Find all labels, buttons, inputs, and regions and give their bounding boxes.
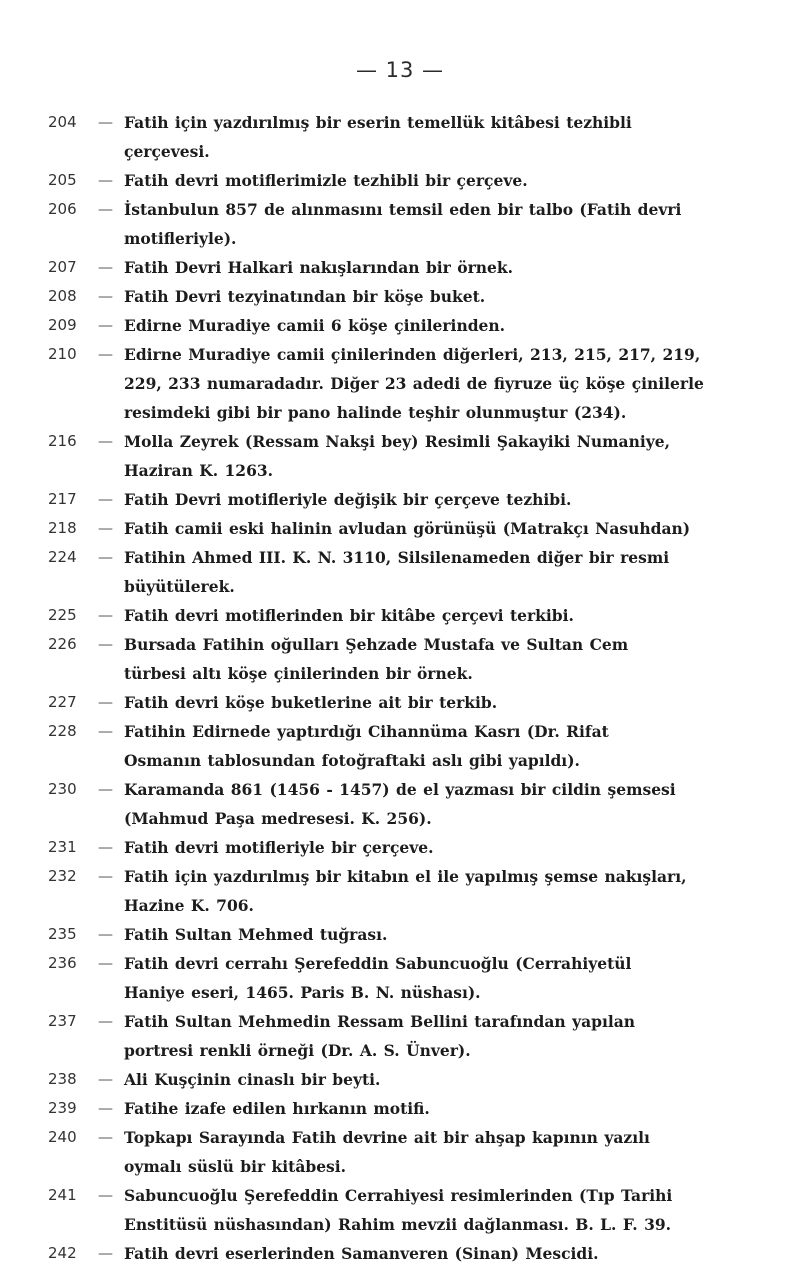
figure-number: 238	[48, 1070, 77, 1088]
figure-number: 236	[48, 954, 77, 972]
separator-dash: —	[98, 838, 113, 856]
caption-text	[124, 862, 770, 920]
caption-line: Bursada Fatihin oğulları Şehzade Mustafa ve Sultan Cem	[124, 635, 629, 654]
separator-dash: —	[98, 1244, 113, 1262]
separator-dash: —	[98, 345, 113, 363]
separator-dash: —	[98, 1099, 113, 1117]
caption-line: Fatih devri eserlerinden Samanveren (Sinan) Mescidi.	[124, 1244, 599, 1263]
caption-entry	[48, 166, 770, 195]
separator-dash: —	[98, 693, 113, 711]
caption-entry	[48, 1007, 770, 1065]
caption-text	[124, 717, 770, 775]
caption-text	[124, 601, 770, 630]
caption-entry	[48, 949, 770, 1007]
caption-text	[124, 1181, 770, 1239]
caption-text	[124, 949, 770, 1007]
figure-number: 237	[48, 1012, 77, 1030]
caption-line: Fatihin Ahmed III. K. N. 3110, Silsilenameden diğer bir resmi	[124, 548, 670, 567]
page-number: — 13 —	[355, 58, 445, 82]
caption-entry	[48, 601, 770, 630]
caption-text	[124, 311, 770, 340]
caption-entry	[48, 485, 770, 514]
caption-line: çerçevesi.	[124, 142, 210, 161]
caption-line: Hazine K. 706.	[124, 896, 254, 915]
caption-line: (Mahmud Paşa medresesi. K. 256).	[124, 809, 432, 828]
caption-text	[124, 514, 770, 543]
caption-text	[124, 485, 770, 514]
separator-dash: —	[98, 519, 113, 537]
separator-dash: —	[98, 432, 113, 450]
caption-entry	[48, 833, 770, 862]
caption-entry	[48, 630, 770, 688]
caption-line: Fatih Devri tezyinatından bir köşe buket.	[124, 287, 486, 306]
caption-entry	[48, 340, 770, 427]
figure-number: 232	[48, 867, 77, 885]
caption-entry	[48, 195, 770, 253]
caption-line: Fatih devri motiflerimizle tezhibli bir çerçeve.	[124, 171, 528, 190]
caption-line: Ali Kuşçinin cinaslı bir beyti.	[124, 1070, 381, 1089]
caption-entry	[48, 253, 770, 282]
figure-number: 210	[48, 345, 77, 363]
caption-entry	[48, 1123, 770, 1181]
separator-dash: —	[98, 490, 113, 508]
caption-text	[124, 630, 770, 688]
separator-dash: —	[98, 925, 113, 943]
caption-line: Fatih için yazdırılmış bir kitabın el ile yapılmış şemse nakışları,	[124, 867, 687, 886]
separator-dash: —	[98, 548, 113, 566]
figure-number: 207	[48, 258, 77, 276]
caption-text	[124, 543, 770, 601]
figure-number: 209	[48, 316, 77, 334]
caption-entry	[48, 688, 770, 717]
separator-dash: —	[98, 1128, 113, 1146]
separator-dash: —	[98, 780, 113, 798]
figure-number: 230	[48, 780, 77, 798]
figure-number: 227	[48, 693, 77, 711]
caption-line: Topkapı Sarayında Fatih devrine ait bir ahşap kapının yazılı	[124, 1128, 650, 1147]
caption-text	[124, 282, 770, 311]
caption-line: Fatih Devri motifleriyle değişik bir çerçeve tezhibi.	[124, 490, 572, 509]
caption-entry	[48, 1181, 770, 1239]
caption-text	[124, 833, 770, 862]
caption-line: Edirne Muradiye camii çinilerinden diğerleri, 213, 215, 217, 219,	[124, 345, 701, 364]
separator-dash: —	[98, 258, 113, 276]
caption-text	[124, 253, 770, 282]
caption-line: Fatih devri cerrahı Şerefeddin Sabuncuoğlu (Cerrahiyetül	[124, 954, 632, 973]
caption-line: Haziran K. 1263.	[124, 461, 274, 480]
separator-dash: —	[98, 200, 113, 218]
caption-entry	[48, 1239, 770, 1268]
caption-entry	[48, 1094, 770, 1123]
caption-line: Fatihe izafe edilen hırkanın motifi.	[124, 1099, 430, 1118]
caption-text	[124, 920, 770, 949]
caption-entry	[48, 514, 770, 543]
caption-entry	[48, 717, 770, 775]
figure-number: 217	[48, 490, 77, 508]
separator-dash: —	[98, 316, 113, 334]
caption-text	[124, 108, 770, 166]
separator-dash: —	[98, 1186, 113, 1204]
caption-entry	[48, 920, 770, 949]
caption-line: portresi renkli örneği (Dr. A. S. Ünver).	[124, 1041, 471, 1060]
figure-number: 208	[48, 287, 77, 305]
caption-entry	[48, 311, 770, 340]
figure-number: 241	[48, 1186, 77, 1204]
caption-text	[124, 1007, 770, 1065]
separator-dash: —	[98, 171, 113, 189]
caption-line: Osmanın tablosundan fotoğraftaki aslı gibi yapıldı).	[124, 751, 580, 770]
caption-line: Haniye eseri, 1465. Paris B. N. nüshası).	[124, 983, 481, 1002]
caption-line: motifleriyle).	[124, 229, 237, 248]
figure-number: 205	[48, 171, 77, 189]
caption-entry	[48, 427, 770, 485]
caption-line: Fatih devri köşe buketlerine ait bir terkib.	[124, 693, 498, 712]
separator-dash: —	[98, 722, 113, 740]
caption-line: Fatih için yazdırılmış bir eserin temellük kitâbesi tezhibli	[124, 113, 632, 132]
figure-number: 226	[48, 635, 77, 653]
caption-text	[124, 688, 770, 717]
caption-line: Fatih camii eski halinin avludan görünüşü (Matrakçı Nasuhdan)	[124, 519, 691, 538]
caption-text	[124, 340, 770, 427]
caption-text	[124, 166, 770, 195]
caption-line: Molla Zeyrek (Ressam Nakşi bey) Resimli Şakayiki Numaniye,	[124, 432, 670, 451]
caption-line: Fatihin Edirnede yaptırdığı Cihannüma Kasrı (Dr. Rifat	[124, 722, 609, 741]
caption-line: 229, 233 numaradadır. Diğer 23 adedi de fiyruze üç köşe çinilerle	[124, 374, 704, 393]
caption-line: Fatih Sultan Mehmed tuğrası.	[124, 925, 388, 944]
separator-dash: —	[98, 867, 113, 885]
caption-entry	[48, 775, 770, 833]
separator-dash: —	[98, 1070, 113, 1088]
caption-text	[124, 1065, 770, 1094]
caption-line: türbesi altı köşe çinilerinden bir örnek.	[124, 664, 473, 683]
caption-entry	[48, 282, 770, 311]
caption-line: Enstitüsü nüshasından) Rahim mevzii dağlanması. B. L. F. 39.	[124, 1215, 672, 1234]
caption-text	[124, 427, 770, 485]
separator-dash: —	[98, 635, 113, 653]
figure-number: 224	[48, 548, 77, 566]
figure-number: 235	[48, 925, 77, 943]
caption-line: Edirne Muradiye camii 6 köşe çinilerinden.	[124, 316, 506, 335]
caption-entry	[48, 1065, 770, 1094]
figure-number: 240	[48, 1128, 77, 1146]
separator-dash: —	[98, 954, 113, 972]
caption-line: Fatih devri motiflerinden bir kitâbe çerçevi terkibi.	[124, 606, 574, 625]
separator-dash: —	[98, 606, 113, 624]
caption-line: Fatih Sultan Mehmedin Ressam Bellini tarafından yapılan	[124, 1012, 636, 1031]
caption-entry	[48, 543, 770, 601]
caption-list	[48, 108, 770, 1268]
figure-number: 204	[48, 113, 77, 131]
caption-text	[124, 775, 770, 833]
figure-number: 206	[48, 200, 77, 218]
figure-number: 228	[48, 722, 77, 740]
caption-text	[124, 1094, 770, 1123]
caption-line: büyütülerek.	[124, 577, 235, 596]
figure-number: 225	[48, 606, 77, 624]
caption-text	[124, 1239, 770, 1268]
figure-number: 242	[48, 1244, 77, 1262]
caption-line: Karamanda 861 (1456 - 1457) de el yazması bir cildin şemsesi	[124, 780, 676, 799]
caption-entry	[48, 862, 770, 920]
caption-entry	[48, 108, 770, 166]
figure-number: 231	[48, 838, 77, 856]
caption-line: İstanbulun 857 de alınmasını temsil eden bir talbo (Fatih devri	[124, 200, 682, 219]
separator-dash: —	[98, 287, 113, 305]
caption-line: Sabuncuoğlu Şerefeddin Cerrahiyesi resimlerinden (Tıp Tarihi	[124, 1186, 673, 1205]
caption-line: oymalı süslü bir kitâbesi.	[124, 1157, 347, 1176]
caption-line: Fatih Devri Halkari nakışlarından bir örnek.	[124, 258, 514, 277]
figure-number: 239	[48, 1099, 77, 1117]
caption-line: resimdeki gibi bir pano halinde teşhir olunmuştur (234).	[124, 403, 627, 422]
figure-number: 218	[48, 519, 77, 537]
separator-dash: —	[98, 113, 113, 131]
separator-dash: —	[98, 1012, 113, 1030]
caption-text	[124, 195, 770, 253]
caption-line: Fatih devri motifleriyle bir çerçeve.	[124, 838, 434, 857]
caption-text	[124, 1123, 770, 1181]
figure-number: 216	[48, 432, 77, 450]
